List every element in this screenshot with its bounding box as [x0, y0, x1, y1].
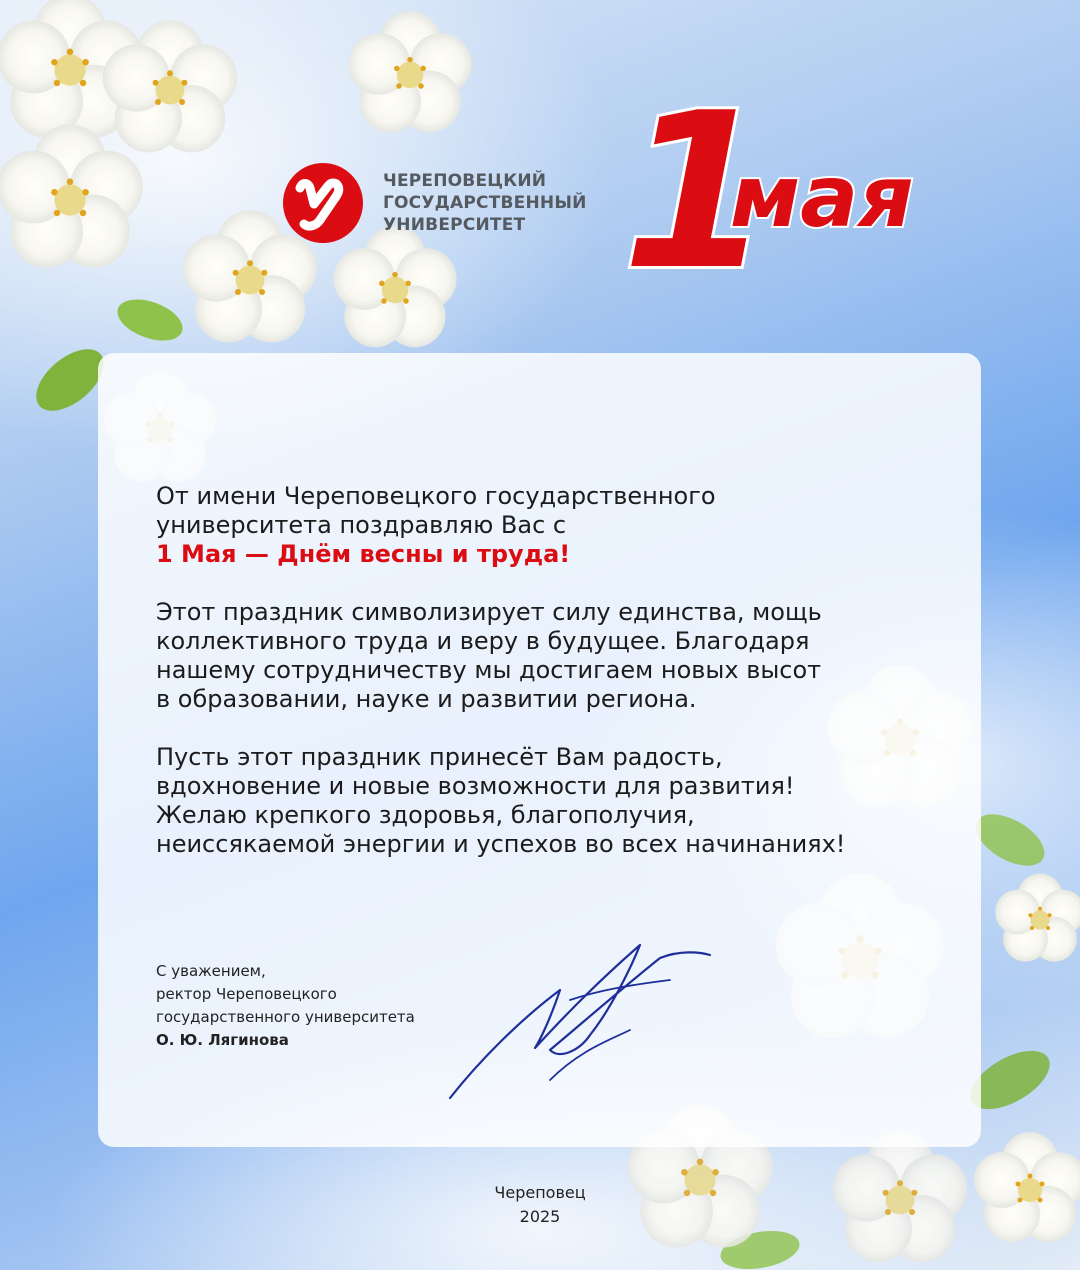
sender-block [156, 960, 415, 1052]
footer-city: Череповец [494, 1183, 586, 1202]
text-line: вдохновение и новые возможности для развития! [156, 772, 795, 800]
flower-icon [995, 874, 1080, 962]
flower-icon [0, 125, 143, 268]
text-line: неиссякаемой энергии и успехов во всех начинаниях! [156, 830, 846, 858]
greeting-text [156, 482, 956, 888]
regards-text: С уважением, [156, 962, 266, 980]
text-line: Пусть этот праздник принесёт Вам радость, [156, 743, 723, 771]
holiday-number: 1 [622, 78, 772, 278]
university-name [383, 170, 587, 236]
footer [440, 1181, 640, 1229]
sender-title-line-2: государственного университета [156, 1008, 415, 1026]
sender-title-line-1: ректор Череповецкого [156, 985, 337, 1003]
holiday-title [612, 78, 942, 278]
text-line: Желаю крепкого здоровья, благополучия, [156, 801, 695, 829]
holiday-highlight: 1 Мая — Днём весны и труда! [156, 540, 571, 568]
flower-icon [348, 11, 471, 132]
signature-icon [430, 930, 730, 1110]
leaf-icon [112, 291, 188, 348]
flower-icon [833, 1130, 967, 1262]
sender-name: О. Ю. Лягинова [156, 1031, 289, 1049]
text-line: в образовании, науке и развитии региона. [156, 685, 697, 713]
text-line: От имени Череповецкого государственного [156, 482, 716, 510]
paragraph-meaning [156, 598, 956, 714]
logo-line-1: ЧЕРЕПОВЕЦКИЙ [383, 171, 547, 191]
flower-icon [974, 1132, 1080, 1242]
university-logo [278, 158, 598, 248]
logo-line-2: ГОСУДАРСТВЕННЫЙ [383, 193, 587, 213]
footer-year: 2025 [519, 1207, 561, 1226]
university-logo-icon [278, 158, 368, 248]
text-line: Этот праздник символизирует силу единства, мощь [156, 598, 822, 626]
paragraph-intro [156, 482, 956, 569]
holiday-word: мая [730, 147, 914, 247]
text-line: университета поздравляю Вас с [156, 511, 567, 539]
paragraph-wishes [156, 743, 956, 859]
text-line: нашему сотрудничеству мы достигаем новых высот [156, 656, 822, 684]
logo-line-3: УНИВЕРСИТЕТ [383, 215, 526, 235]
text-line: коллективного труда и веру в будущее. Благодаря [156, 627, 810, 655]
